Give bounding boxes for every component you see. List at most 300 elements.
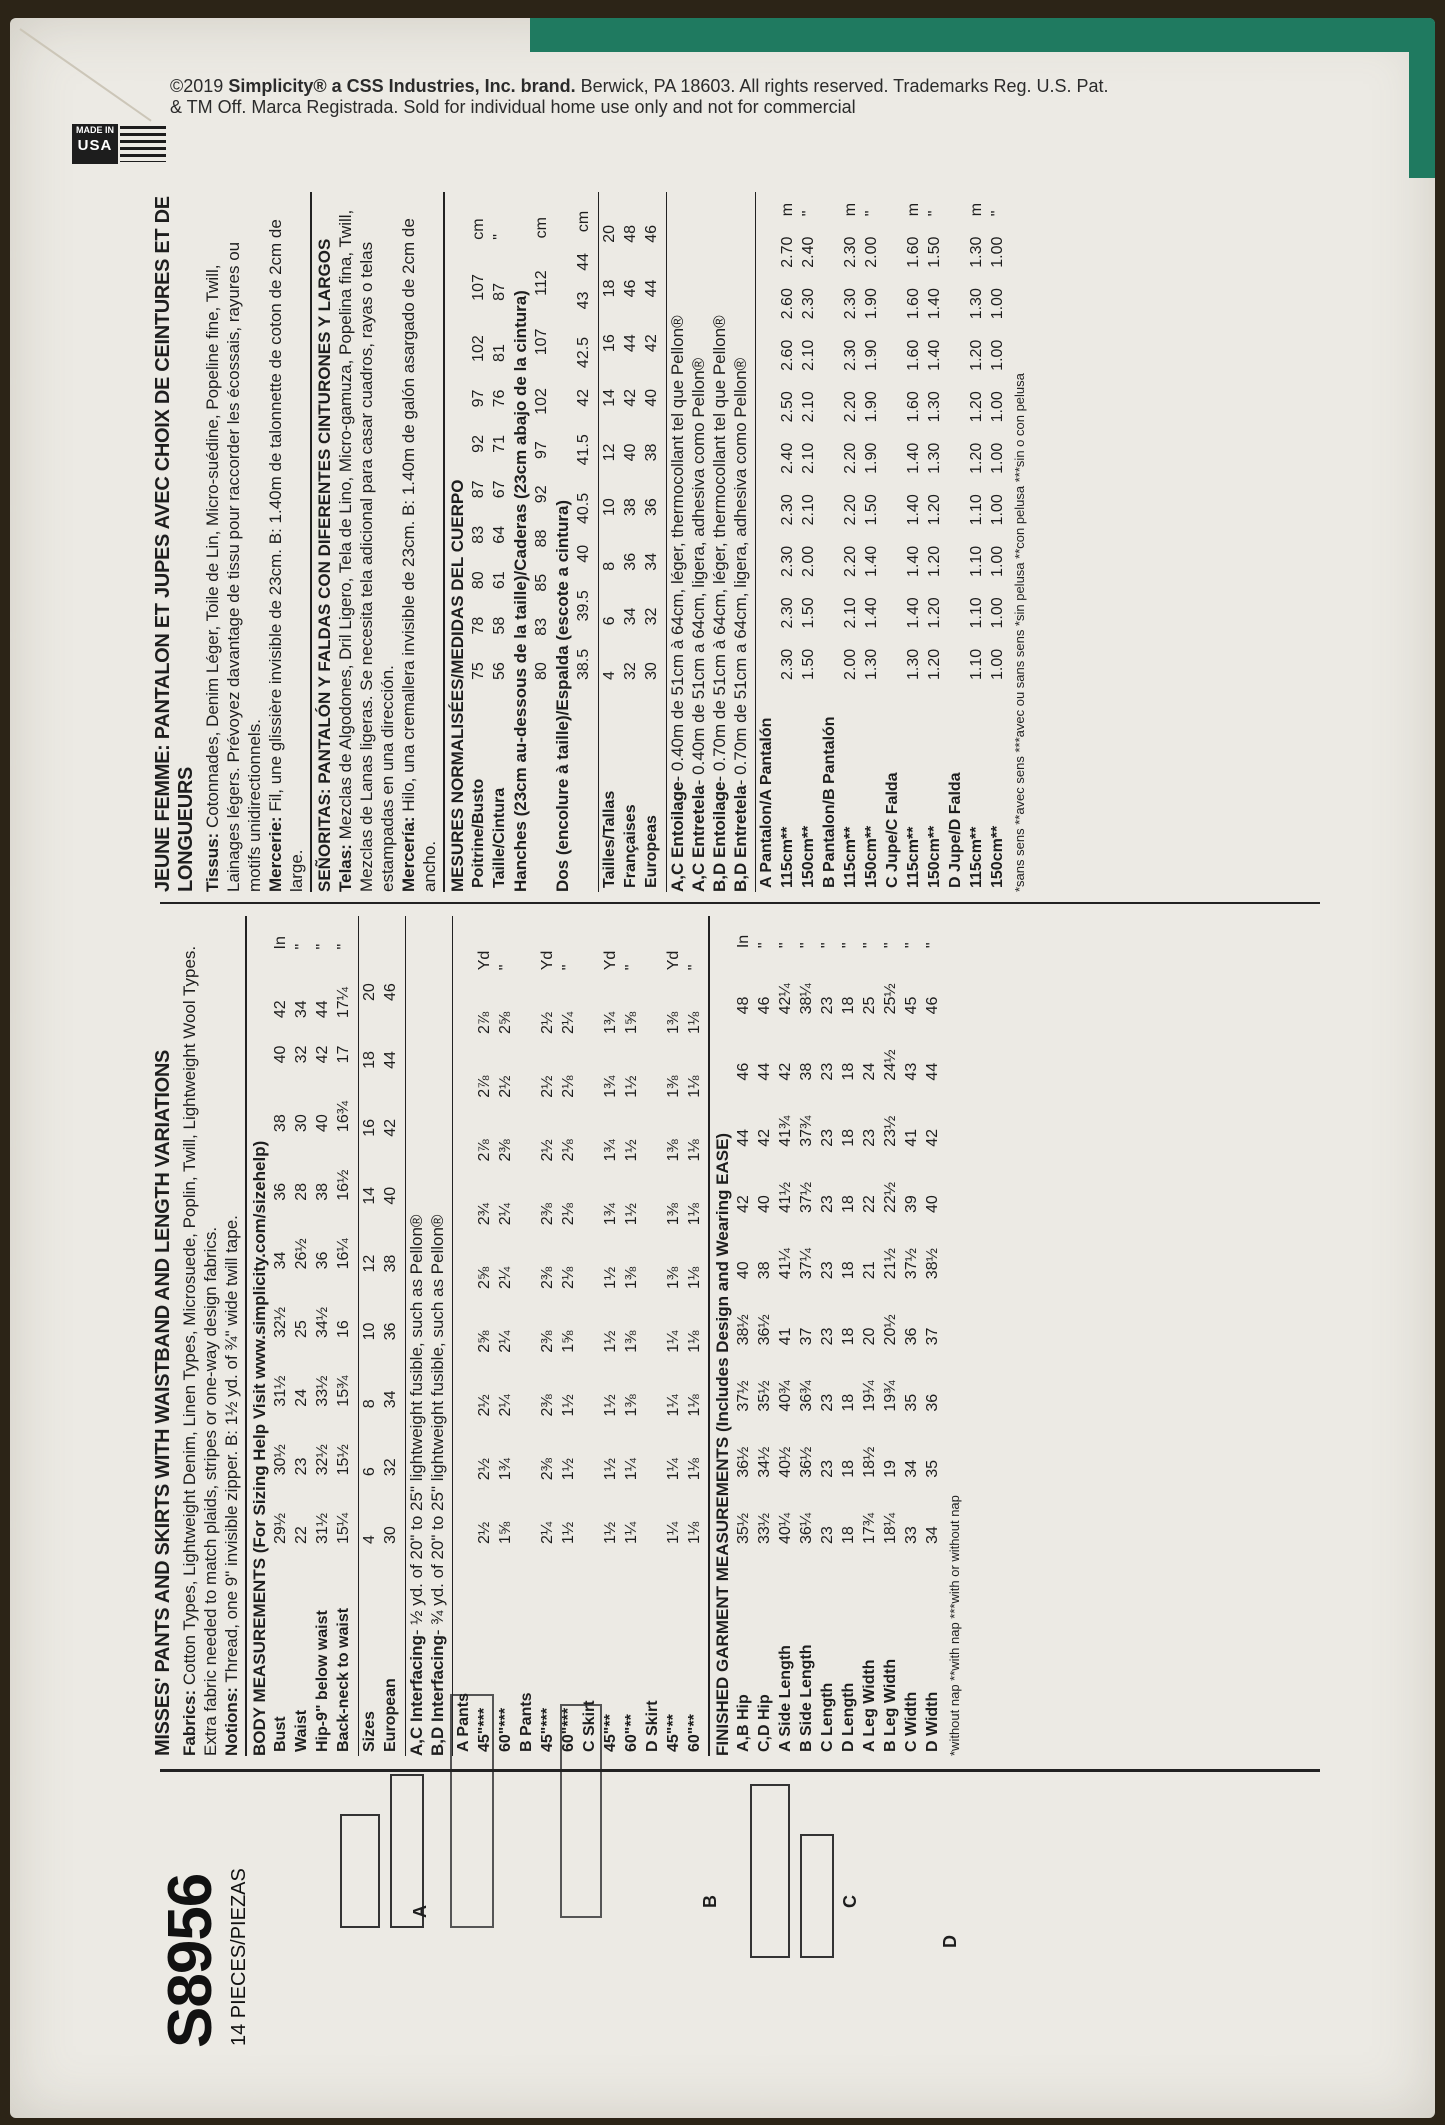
yardage-view-heading-label: B Pants bbox=[517, 1692, 535, 1752]
hanches-value: 92 bbox=[532, 485, 550, 504]
size-row bbox=[380, 916, 401, 1756]
finished-measure-value: 46 bbox=[923, 996, 941, 1015]
copyright-rest: Berwick, PA 18603. All rights reserved. Trademarks Reg. U.S. Pat. bbox=[575, 76, 1109, 96]
mesure-value: 97 bbox=[469, 389, 487, 408]
metrage-label: 150cm** bbox=[799, 825, 817, 888]
taille-value: 40 bbox=[642, 388, 660, 407]
yardage-value: 2⅛ bbox=[559, 1203, 577, 1226]
yardage-label: 60"*** bbox=[496, 1707, 514, 1752]
hanches-value: 80 bbox=[532, 662, 550, 680]
notions-text bbox=[221, 916, 242, 1756]
body-measure-value: 38 bbox=[313, 1182, 331, 1201]
finished-measure-value: 38 bbox=[755, 1261, 773, 1280]
taille-value: 46 bbox=[642, 224, 660, 243]
body-measure-value: 26½ bbox=[292, 1238, 310, 1270]
finished-measure-value: 33½ bbox=[755, 1512, 773, 1544]
finished-measure-value: 22½ bbox=[881, 1181, 899, 1213]
french-title: JEUNE FEMME: PANTALON ET JUPES AVEC CHOIX DE CEINTURES ET DE LONGUEURS bbox=[152, 196, 197, 892]
yardage-table bbox=[452, 916, 705, 1756]
body-measure-value: 31½ bbox=[271, 1375, 289, 1407]
yardage-unit: Yd bbox=[538, 950, 556, 971]
yardage-value: 2½ bbox=[475, 1458, 493, 1481]
size-unit bbox=[380, 916, 401, 937]
yardage-label: 45"*** bbox=[538, 1707, 556, 1752]
metrage-value: 2.30 bbox=[778, 494, 796, 526]
metrage-value: 1.40 bbox=[925, 339, 943, 371]
finished-measure-value: 24 bbox=[860, 1062, 878, 1081]
metrage-value: 1.00 bbox=[988, 391, 1006, 423]
yardage-value: 1⅝ bbox=[496, 1521, 514, 1544]
taille-value: 20 bbox=[600, 224, 618, 243]
metrage-table bbox=[755, 192, 1008, 892]
flap-crease bbox=[19, 28, 151, 121]
finished-measure-value: 18 bbox=[839, 1128, 857, 1147]
finished-measure-label: C,D Hip bbox=[755, 1694, 773, 1752]
metrage-value: 2.40 bbox=[778, 442, 796, 474]
pattern-id-column bbox=[140, 1768, 1330, 2068]
metrage-value: 1.60 bbox=[904, 236, 922, 268]
mesure-value: 64 bbox=[490, 525, 508, 544]
taille-value: 32 bbox=[642, 607, 660, 626]
spanish-title: SEÑORITAS: PANTALÓN Y FALDAS CON DIFERENTES CINTURONES Y LARGOS bbox=[310, 192, 335, 892]
finished-measure-value: 23 bbox=[818, 1062, 836, 1081]
metrage-value: 1.40 bbox=[904, 597, 922, 629]
finished-measure-value: 37 bbox=[797, 1327, 815, 1346]
finished-measure-value: 39 bbox=[902, 1195, 920, 1213]
finished-measure-value: 36¾ bbox=[797, 1380, 815, 1412]
metrage-view-heading-label: B Pantalon/B Pantalón bbox=[820, 716, 838, 888]
finished-measure-value: 33 bbox=[902, 1526, 920, 1544]
metrage-unit: m bbox=[904, 202, 922, 217]
yardage-value: 1⅛ bbox=[685, 1521, 703, 1544]
finished-measure-value: 34 bbox=[923, 1526, 941, 1544]
metrage-view-heading bbox=[819, 192, 840, 892]
finished-measure-value: 41¾ bbox=[776, 1115, 794, 1147]
yardage-value: 2¼ bbox=[496, 1203, 514, 1226]
finished-measure-value: 37¼ bbox=[797, 1248, 815, 1280]
metrage-value: 2.30 bbox=[841, 236, 859, 268]
metrage-value: 1.00 bbox=[988, 339, 1006, 371]
body-measure-row bbox=[270, 916, 291, 1756]
finished-measure-row bbox=[733, 916, 754, 1756]
yardage-label: 60"*** bbox=[559, 1707, 577, 1752]
metrage-value: 2.20 bbox=[841, 545, 859, 577]
finished-measure-value: 44 bbox=[734, 1128, 752, 1147]
finished-measure-value: 25 bbox=[860, 996, 878, 1015]
taille-label: Françaises bbox=[621, 804, 639, 888]
size-value: 16 bbox=[360, 1118, 378, 1137]
fabrics-label: Fabrics: bbox=[180, 1689, 199, 1756]
yardage-value: 1½ bbox=[601, 1458, 619, 1481]
hanches-value: 112 bbox=[532, 270, 550, 296]
metrage-value: 1.10 bbox=[967, 545, 985, 577]
finished-measure-value: 21½ bbox=[881, 1248, 899, 1280]
metrage-value: 1.00 bbox=[988, 236, 1006, 268]
finished-measure-value: 42¼ bbox=[776, 983, 794, 1015]
size-value: 38 bbox=[381, 1254, 399, 1273]
metrage-value: 1.40 bbox=[862, 545, 880, 577]
yardage-value: 1⅝ bbox=[622, 1011, 640, 1034]
metrage-row bbox=[777, 192, 798, 892]
metrage-label: 150cm** bbox=[988, 825, 1006, 888]
finished-measure-value: 23 bbox=[818, 1526, 836, 1544]
finished-measure-value: 42 bbox=[923, 1128, 941, 1147]
yardage-value: 2⅜ bbox=[538, 1266, 556, 1289]
finished-measure-value: 37½ bbox=[734, 1380, 752, 1412]
finished-measure-label: D Width bbox=[923, 1691, 941, 1752]
taille-value: 30 bbox=[642, 662, 660, 680]
finished-measure-row bbox=[754, 916, 775, 1756]
interfacing-line bbox=[406, 916, 427, 1756]
body-measure-value: 40 bbox=[271, 1045, 289, 1064]
taille-value: 36 bbox=[642, 498, 660, 517]
metrage-value: 2.60 bbox=[778, 339, 796, 371]
mesure-value: 83 bbox=[469, 525, 487, 544]
yardage-value: 1⅛ bbox=[685, 1266, 703, 1289]
yardage-label: 60"** bbox=[622, 1714, 640, 1752]
yardage-value: 1½ bbox=[559, 1458, 577, 1481]
yardage-value: 1⅜ bbox=[664, 1075, 682, 1098]
finished-measure-unit: " bbox=[797, 942, 815, 949]
finished-measure-value: 37½ bbox=[797, 1181, 815, 1213]
finished-measure-value: 37½ bbox=[902, 1248, 920, 1280]
metrage-label: 115cm** bbox=[904, 826, 922, 888]
mesures-table bbox=[468, 192, 510, 892]
mesure-value: 102 bbox=[469, 335, 487, 362]
yardage-value: 2¼ bbox=[538, 1521, 556, 1544]
body-measure-value: 25 bbox=[292, 1320, 310, 1339]
body-measure-value: 23 bbox=[292, 1457, 310, 1476]
envelope-back bbox=[10, 18, 1435, 2118]
entoilage-text: - 0.70m de 51cm à 64cm, léger, thermocollant tel que Pellon® bbox=[710, 315, 729, 782]
finished-measure-value: 38½ bbox=[734, 1314, 752, 1346]
metrage-row bbox=[924, 192, 945, 892]
finished-measure-value: 44 bbox=[923, 1062, 941, 1081]
metrage-value: 2.50 bbox=[778, 391, 796, 423]
finished-measure-value: 42 bbox=[776, 1062, 794, 1081]
metrage-value: 1.00 bbox=[988, 442, 1006, 474]
yardage-value: 1½ bbox=[601, 1394, 619, 1417]
metrage-value: 2.70 bbox=[778, 236, 796, 268]
yardage-value: 1¼ bbox=[622, 1458, 640, 1481]
finished-measure-label: D Length bbox=[839, 1682, 857, 1752]
dos-value: 42 bbox=[574, 388, 592, 407]
body-measure-value: 22 bbox=[292, 1526, 310, 1544]
finished-measure-value: 23 bbox=[818, 1128, 836, 1147]
yardage-value: 2⅝ bbox=[475, 1266, 493, 1289]
taille-value: 40 bbox=[621, 443, 639, 462]
hanches-value: 97 bbox=[532, 441, 550, 459]
yardage-value: 2⅛ bbox=[559, 1075, 577, 1098]
finished-measure-label: C Length bbox=[818, 1682, 836, 1752]
mesure-label: Poitrine/Busto bbox=[469, 778, 487, 888]
finished-measure-value: 18 bbox=[839, 1460, 857, 1478]
dos-value: 39.5 bbox=[574, 590, 592, 622]
metrage-value: 1.20 bbox=[925, 648, 943, 680]
yardage-value: 1⅜ bbox=[664, 1203, 682, 1226]
metrage-view-heading bbox=[945, 192, 966, 892]
metrage-value: 1.30 bbox=[967, 288, 985, 320]
metrage-value: 2.30 bbox=[841, 288, 859, 320]
taille-value: 4 bbox=[600, 671, 618, 680]
yardage-value: 1½ bbox=[622, 1203, 640, 1226]
yardage-unit: " bbox=[559, 964, 577, 971]
finished-measure-value: 42 bbox=[734, 1195, 752, 1213]
finished-measure-label: A,B Hip bbox=[734, 1694, 752, 1752]
mesure-value: 61 bbox=[490, 571, 508, 590]
finished-measure-value: 42 bbox=[755, 1128, 773, 1147]
metrage-value: 1.10 bbox=[967, 648, 985, 680]
yardage-value: 1¾ bbox=[601, 1011, 619, 1034]
brand-name: Simplicity® a CSS Industries, Inc. brand. bbox=[228, 76, 576, 96]
finished-measure-value: 40 bbox=[755, 1195, 773, 1213]
mesure-row bbox=[489, 192, 510, 892]
metrage-value: 1.60 bbox=[904, 288, 922, 320]
made-in-usa-flag-icon bbox=[72, 124, 118, 164]
hanches-row bbox=[531, 192, 552, 892]
telas-text bbox=[335, 192, 398, 892]
yardage-unit: Yd bbox=[664, 950, 682, 971]
body-measure-value: 15½ bbox=[334, 1444, 352, 1476]
entoilage-label: B,D Entoilage bbox=[710, 781, 729, 892]
finished-measure-value: 38 bbox=[797, 1062, 815, 1081]
merceria-text bbox=[398, 192, 440, 892]
finished-measure-value: 46 bbox=[734, 1062, 752, 1081]
size-value: 8 bbox=[360, 1399, 378, 1409]
body-measure-value: 16¼ bbox=[334, 1238, 352, 1270]
size-value: 20 bbox=[360, 983, 378, 1001]
finished-measure-value: 18 bbox=[839, 1393, 857, 1412]
size-value: 14 bbox=[360, 1186, 378, 1205]
sizes-table bbox=[358, 916, 401, 1756]
finished-measure-value: 35½ bbox=[734, 1512, 752, 1544]
yardage-unit: " bbox=[685, 964, 703, 971]
usa-label: USA bbox=[77, 137, 113, 154]
entoilage-label: A,C Entretela bbox=[689, 785, 708, 892]
yardage-value: 1⅜ bbox=[622, 1394, 640, 1417]
finished-measure-value: 18 bbox=[839, 1327, 857, 1346]
entoilage-line bbox=[688, 192, 709, 892]
yardage-value: 2⅜ bbox=[496, 1139, 514, 1162]
finished-measure-value: 40¼ bbox=[776, 1512, 794, 1544]
finished-measure-value: 23½ bbox=[881, 1115, 899, 1147]
telas-label: Telas: bbox=[336, 844, 355, 892]
finished-measure-value: 36 bbox=[923, 1393, 941, 1412]
yardage-value: 1⅛ bbox=[685, 1075, 703, 1098]
metrage-value: 1.40 bbox=[904, 442, 922, 474]
entoilage-text: - 0.40m de 51cm à 64cm, léger, thermocollant tel que Pellon® bbox=[668, 315, 687, 782]
metrage-unit: " bbox=[862, 210, 880, 217]
metrage-value: 2.30 bbox=[778, 545, 796, 577]
mesure-value: 107 bbox=[469, 274, 487, 301]
teal-corner bbox=[1409, 18, 1435, 178]
metrage-value: 1.50 bbox=[799, 597, 817, 629]
body-measure-value: 32 bbox=[292, 1045, 310, 1064]
body-measurements-table bbox=[270, 916, 354, 1756]
yardage-value: 1¼ bbox=[664, 1458, 682, 1481]
metrage-value: 1.00 bbox=[988, 288, 1006, 320]
finished-measure-value: 41½ bbox=[776, 1181, 794, 1213]
metrage-value: 1.20 bbox=[925, 597, 943, 629]
metrage-unit: " bbox=[925, 210, 943, 217]
interfacing-text: - ½ yd. of 20" to 25" lightweight fusible, such as Pellon® bbox=[407, 1214, 426, 1636]
view-label-a: A bbox=[410, 1905, 430, 1918]
hanches-value: 83 bbox=[532, 618, 550, 636]
tissus-value: Cotonnades, Denim Léger, Toile de Lin, Micro-suédine, Popeline fine, Twill, Lainages légers. Prévoyez davantage de tissu pour raccorder les écossais, rayures ou motifs unidirectionnels. bbox=[203, 241, 264, 892]
tissus-text bbox=[202, 192, 265, 892]
size-value: 10 bbox=[360, 1322, 378, 1341]
body-measure-value: 42 bbox=[271, 1000, 289, 1019]
size-unit bbox=[359, 916, 381, 937]
entoilage-label: B,D Entretela bbox=[731, 785, 750, 892]
metrage-view-heading-label: D Jupe/D Falda bbox=[946, 772, 964, 888]
finished-measure-unit: " bbox=[818, 942, 836, 949]
body-measure-unit: " bbox=[313, 943, 331, 950]
yardage-value: 1⅛ bbox=[685, 1203, 703, 1226]
metrage-unit: " bbox=[988, 210, 1006, 217]
copyright-notice bbox=[170, 76, 1310, 118]
metrage-value: 2.00 bbox=[799, 545, 817, 577]
finished-measure-value: 19 bbox=[881, 1460, 899, 1478]
taille-value: 10 bbox=[600, 498, 618, 517]
yardage-value: 1⅛ bbox=[685, 1394, 703, 1417]
metrage-row bbox=[798, 192, 819, 892]
finished-measure-unit: " bbox=[902, 942, 920, 949]
mesures-heading: MESURES NORMALISÉES/MEDIDAS DEL CUERPO bbox=[443, 192, 468, 892]
body-measure-value: 32½ bbox=[271, 1306, 289, 1339]
view-label-c: C bbox=[840, 1895, 860, 1908]
finished-measure-value: 37¾ bbox=[797, 1115, 815, 1147]
yardage-view-heading bbox=[516, 916, 537, 1756]
metrage-value: 1.20 bbox=[925, 494, 943, 526]
size-value: 6 bbox=[360, 1467, 378, 1477]
body-measure-value: 38 bbox=[271, 1114, 289, 1133]
finished-measure-value: 41 bbox=[776, 1327, 794, 1346]
mesure-unit: cm bbox=[469, 218, 487, 240]
finished-measure-label: A Leg Width bbox=[860, 1659, 878, 1752]
flag-stripes-icon bbox=[120, 126, 166, 162]
entoilage-list bbox=[666, 192, 751, 892]
finished-measure-value: 36 bbox=[902, 1327, 920, 1346]
metrage-row bbox=[966, 192, 987, 892]
finished-measure-value: 40½ bbox=[776, 1446, 794, 1478]
french-footnote: *sans sens **avec sens ***avec ou sans sens *sin pelusa **con pelusa ***sin o con pelusa bbox=[1012, 373, 1027, 892]
metrage-value: 1.00 bbox=[988, 545, 1006, 577]
body-measurements-heading: BODY MEASUREMENTS (For Sizing Help Visit www.simplicity.com/sizehelp) bbox=[245, 916, 270, 1756]
metrage-value: 2.10 bbox=[799, 494, 817, 526]
yardage-value: 1⅜ bbox=[664, 1266, 682, 1289]
hanches-value: 85 bbox=[532, 573, 550, 592]
entoilage-label: A,C Entoilage bbox=[668, 781, 687, 892]
dos-value: 44 bbox=[574, 252, 592, 271]
metrage-value: 2.30 bbox=[778, 597, 796, 629]
metrage-unit: m bbox=[967, 202, 985, 217]
yardage-value: 1¾ bbox=[601, 1139, 619, 1162]
yardage-value: 1¼ bbox=[664, 1521, 682, 1544]
yardage-value: 1⅛ bbox=[685, 1458, 703, 1481]
taille-label: Europeas bbox=[642, 815, 660, 888]
copyright-line2: & TM Off. Marca Registrada. Sold for individual home use only and not for commercial bbox=[170, 97, 856, 117]
size-value: 30 bbox=[381, 1526, 399, 1544]
column-divider bbox=[160, 1769, 1320, 1772]
mercerie-text bbox=[265, 192, 307, 892]
dos-table bbox=[573, 192, 594, 892]
metrage-value: 1.10 bbox=[967, 597, 985, 629]
metrage-value: 1.60 bbox=[904, 339, 922, 371]
metrage-value: 2.20 bbox=[841, 494, 859, 526]
dos-value: 42.5 bbox=[574, 336, 592, 369]
metrage-value: 1.90 bbox=[862, 442, 880, 474]
yardage-value: 2⅜ bbox=[538, 1330, 556, 1353]
metrage-value: 2.00 bbox=[862, 236, 880, 268]
yardage-value: 1¾ bbox=[601, 1203, 619, 1226]
finished-measure-value: 23 bbox=[818, 996, 836, 1015]
finished-measure-value: 23 bbox=[818, 1195, 836, 1213]
body-measure-label: Back-neck to waist bbox=[334, 1607, 352, 1752]
dos-label: Dos (encolure à taille)/Espalda (escote a cintura) bbox=[553, 499, 572, 892]
metrage-row bbox=[861, 192, 882, 892]
notions-label: Notions: bbox=[222, 1687, 241, 1756]
finished-measure-value: 35 bbox=[902, 1393, 920, 1412]
merceria-label: Mercería: bbox=[399, 816, 418, 892]
metrage-value: 1.20 bbox=[967, 391, 985, 423]
mesure-unit: " bbox=[490, 234, 508, 240]
yardage-value: 1⅜ bbox=[664, 1011, 682, 1034]
yardage-value: 1¼ bbox=[664, 1330, 682, 1353]
body-measure-value: 34 bbox=[292, 1000, 310, 1019]
metrage-value: 1.20 bbox=[967, 442, 985, 474]
yardage-value: 1¾ bbox=[601, 1075, 619, 1098]
mesure-value: 87 bbox=[469, 480, 487, 499]
metrage-value: 1.00 bbox=[988, 648, 1006, 680]
yardage-label: 45"** bbox=[664, 1714, 682, 1752]
body-measure-value: 30 bbox=[292, 1114, 310, 1133]
metrage-value: 1.60 bbox=[904, 391, 922, 423]
body-measure-value: 17 bbox=[334, 1045, 352, 1064]
mercerie-label: Mercerie: bbox=[266, 816, 285, 892]
finished-measure-value: 18½ bbox=[860, 1446, 878, 1478]
yardage-value: 1⅜ bbox=[622, 1330, 640, 1353]
dos-value: 41.5 bbox=[574, 434, 592, 466]
yardage-value: 2⅞ bbox=[475, 1011, 493, 1034]
metrage-value: 2.30 bbox=[799, 288, 817, 320]
hanches-table bbox=[531, 192, 552, 892]
yardage-value: 1¾ bbox=[496, 1458, 514, 1481]
dos-unit: cm bbox=[574, 210, 592, 233]
metrage-value: 1.50 bbox=[925, 236, 943, 268]
finished-measure-value: 25½ bbox=[881, 983, 899, 1015]
finished-measure-value: 38½ bbox=[923, 1248, 941, 1280]
yardage-value: 1½ bbox=[622, 1139, 640, 1162]
metrage-label: 150cm** bbox=[925, 825, 943, 888]
hanches-unit: cm bbox=[532, 217, 550, 239]
size-value: 34 bbox=[381, 1390, 399, 1409]
yardage-label: 45"*** bbox=[475, 1707, 493, 1752]
body-measure-value: 42 bbox=[313, 1045, 331, 1064]
yardage-value: 1⅝ bbox=[559, 1330, 577, 1353]
metrage-view-heading bbox=[882, 192, 903, 892]
finished-measure-unit: " bbox=[839, 942, 857, 949]
finished-measure-value: 34½ bbox=[755, 1446, 773, 1478]
body-measure-unit: " bbox=[334, 943, 352, 950]
body-measure-value: 16¾ bbox=[334, 1100, 352, 1133]
metrage-label: 150cm** bbox=[862, 825, 880, 888]
yardage-value: 2⅜ bbox=[538, 1394, 556, 1417]
entoilage-text: - 0.70m de 51cm a 64cm, ligera, adhesiva como Pellon® bbox=[731, 357, 750, 786]
finished-measure-value: 24½ bbox=[881, 1049, 899, 1081]
taille-label: Tailles/Tallas bbox=[600, 790, 618, 888]
finished-measure-value: 48 bbox=[734, 996, 752, 1015]
